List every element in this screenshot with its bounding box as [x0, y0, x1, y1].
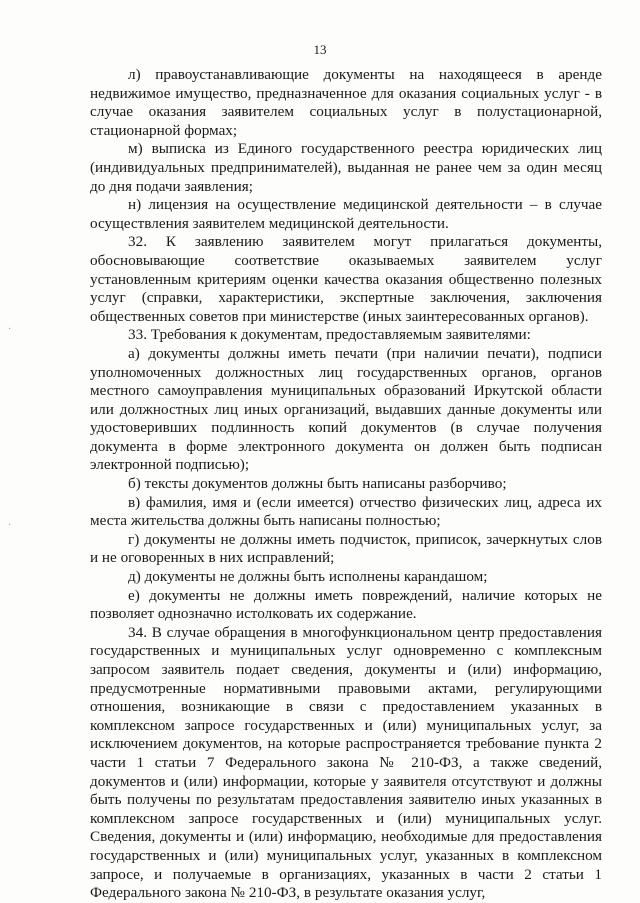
paragraph-33: 33. Требования к документам, предоставляемым заявителями: — [128, 326, 531, 344]
margin-mark: · — [8, 324, 12, 335]
paragraph-33-g: г) документы не должны иметь подчисток, приписок, зачеркнутых слов и не оговоренных в них исправлений; — [90, 530, 602, 567]
page-number: 13 — [313, 42, 327, 57]
paragraph-32: 32. К заявлению заявителем могут прилагаться документы, обосновывающие соответствие оказываемых заявителем услуг установленным критериям оценки качества оказания общественно полезных услуг (справки, характеристики, экспертные заключения, заключения общественных советов при министерстве (иных заинтересованных органов). — [90, 233, 602, 325]
document-body — [90, 66, 602, 903]
margin-mark: · — [8, 520, 12, 531]
paragraph-34: 34. В случае обращения в многофункциональном центр предоставления государственных и муниципальных услуг одновременно с комплексным запросом заявитель подает сведения, документы и (или) информацию, предусмотренные нормативными правовыми актами, регулирующими отношения, возникающие в связи с предоставлением указанных в комплексном запросе государственных и (или) муниципальных услуг, за исключением документов, на которые распространяется требование пункта 2 части 1 статьи 7 Федерального закона № 210-ФЗ, а также сведений, документов и (или) информации, которые у заявителя отсутствуют и должны быть получены по результатам предоставления заявителю иных указанных в комплексном запросе государственных и (или) муниципальных услуг. Сведения, документы и (или) информацию, необходимые для предоставления государственных и (или) муниципальных услуг, указанных в комплексном запросе, и получаемые в организациях, указанных в части 2 статьи 1 Федерального закона № 210-ФЗ, в результате оказания услуг, — [90, 623, 602, 902]
paragraph-m: м) выписка из Единого государственного реестра юридических лиц (индивидуальных предпринимателей), выданная не ранее чем за один месяц до дня подачи заявления; — [90, 140, 602, 195]
paragraph-33-e: е) документы не должны иметь повреждений, наличие которых не позволяет однозначно истолковать их содержание. — [90, 586, 602, 623]
paragraph-33-b: б) тексты документов должны быть написаны разборчиво; — [128, 475, 507, 493]
paragraph-33-v: в) фамилия, имя и (если имеется) отчество физических лиц, адреса их места жительства должны быть написаны полностью; — [90, 493, 602, 530]
paragraph-33-d: д) документы не должны быть исполнены карандашом; — [128, 568, 488, 586]
paragraph-n: н) лицензия на осуществление медицинской деятельности – в случае осуществления заявителем медицинской деятельности. — [90, 196, 602, 232]
paragraph-33-a: а) документы должны иметь печати (при наличии печати), подписи уполномоченных должностных лиц государственных органов, органов местного самоуправления муниципальных образований Иркутской области или должностных лиц иных организаций, выдавших данные документы или удостоверивших подлинность копий документов (в случае получения документа в форме электронного документа он должен быть подписан электронной подписью); — [90, 344, 602, 474]
paragraph-l: л) правоустанавливающие документы на находящееся в аренде недвижимое имущество, предназначенное для оказания социальных услуг - в случае оказания заявителем социальных услуг в полустационарной, стационарной формах; — [90, 66, 602, 139]
